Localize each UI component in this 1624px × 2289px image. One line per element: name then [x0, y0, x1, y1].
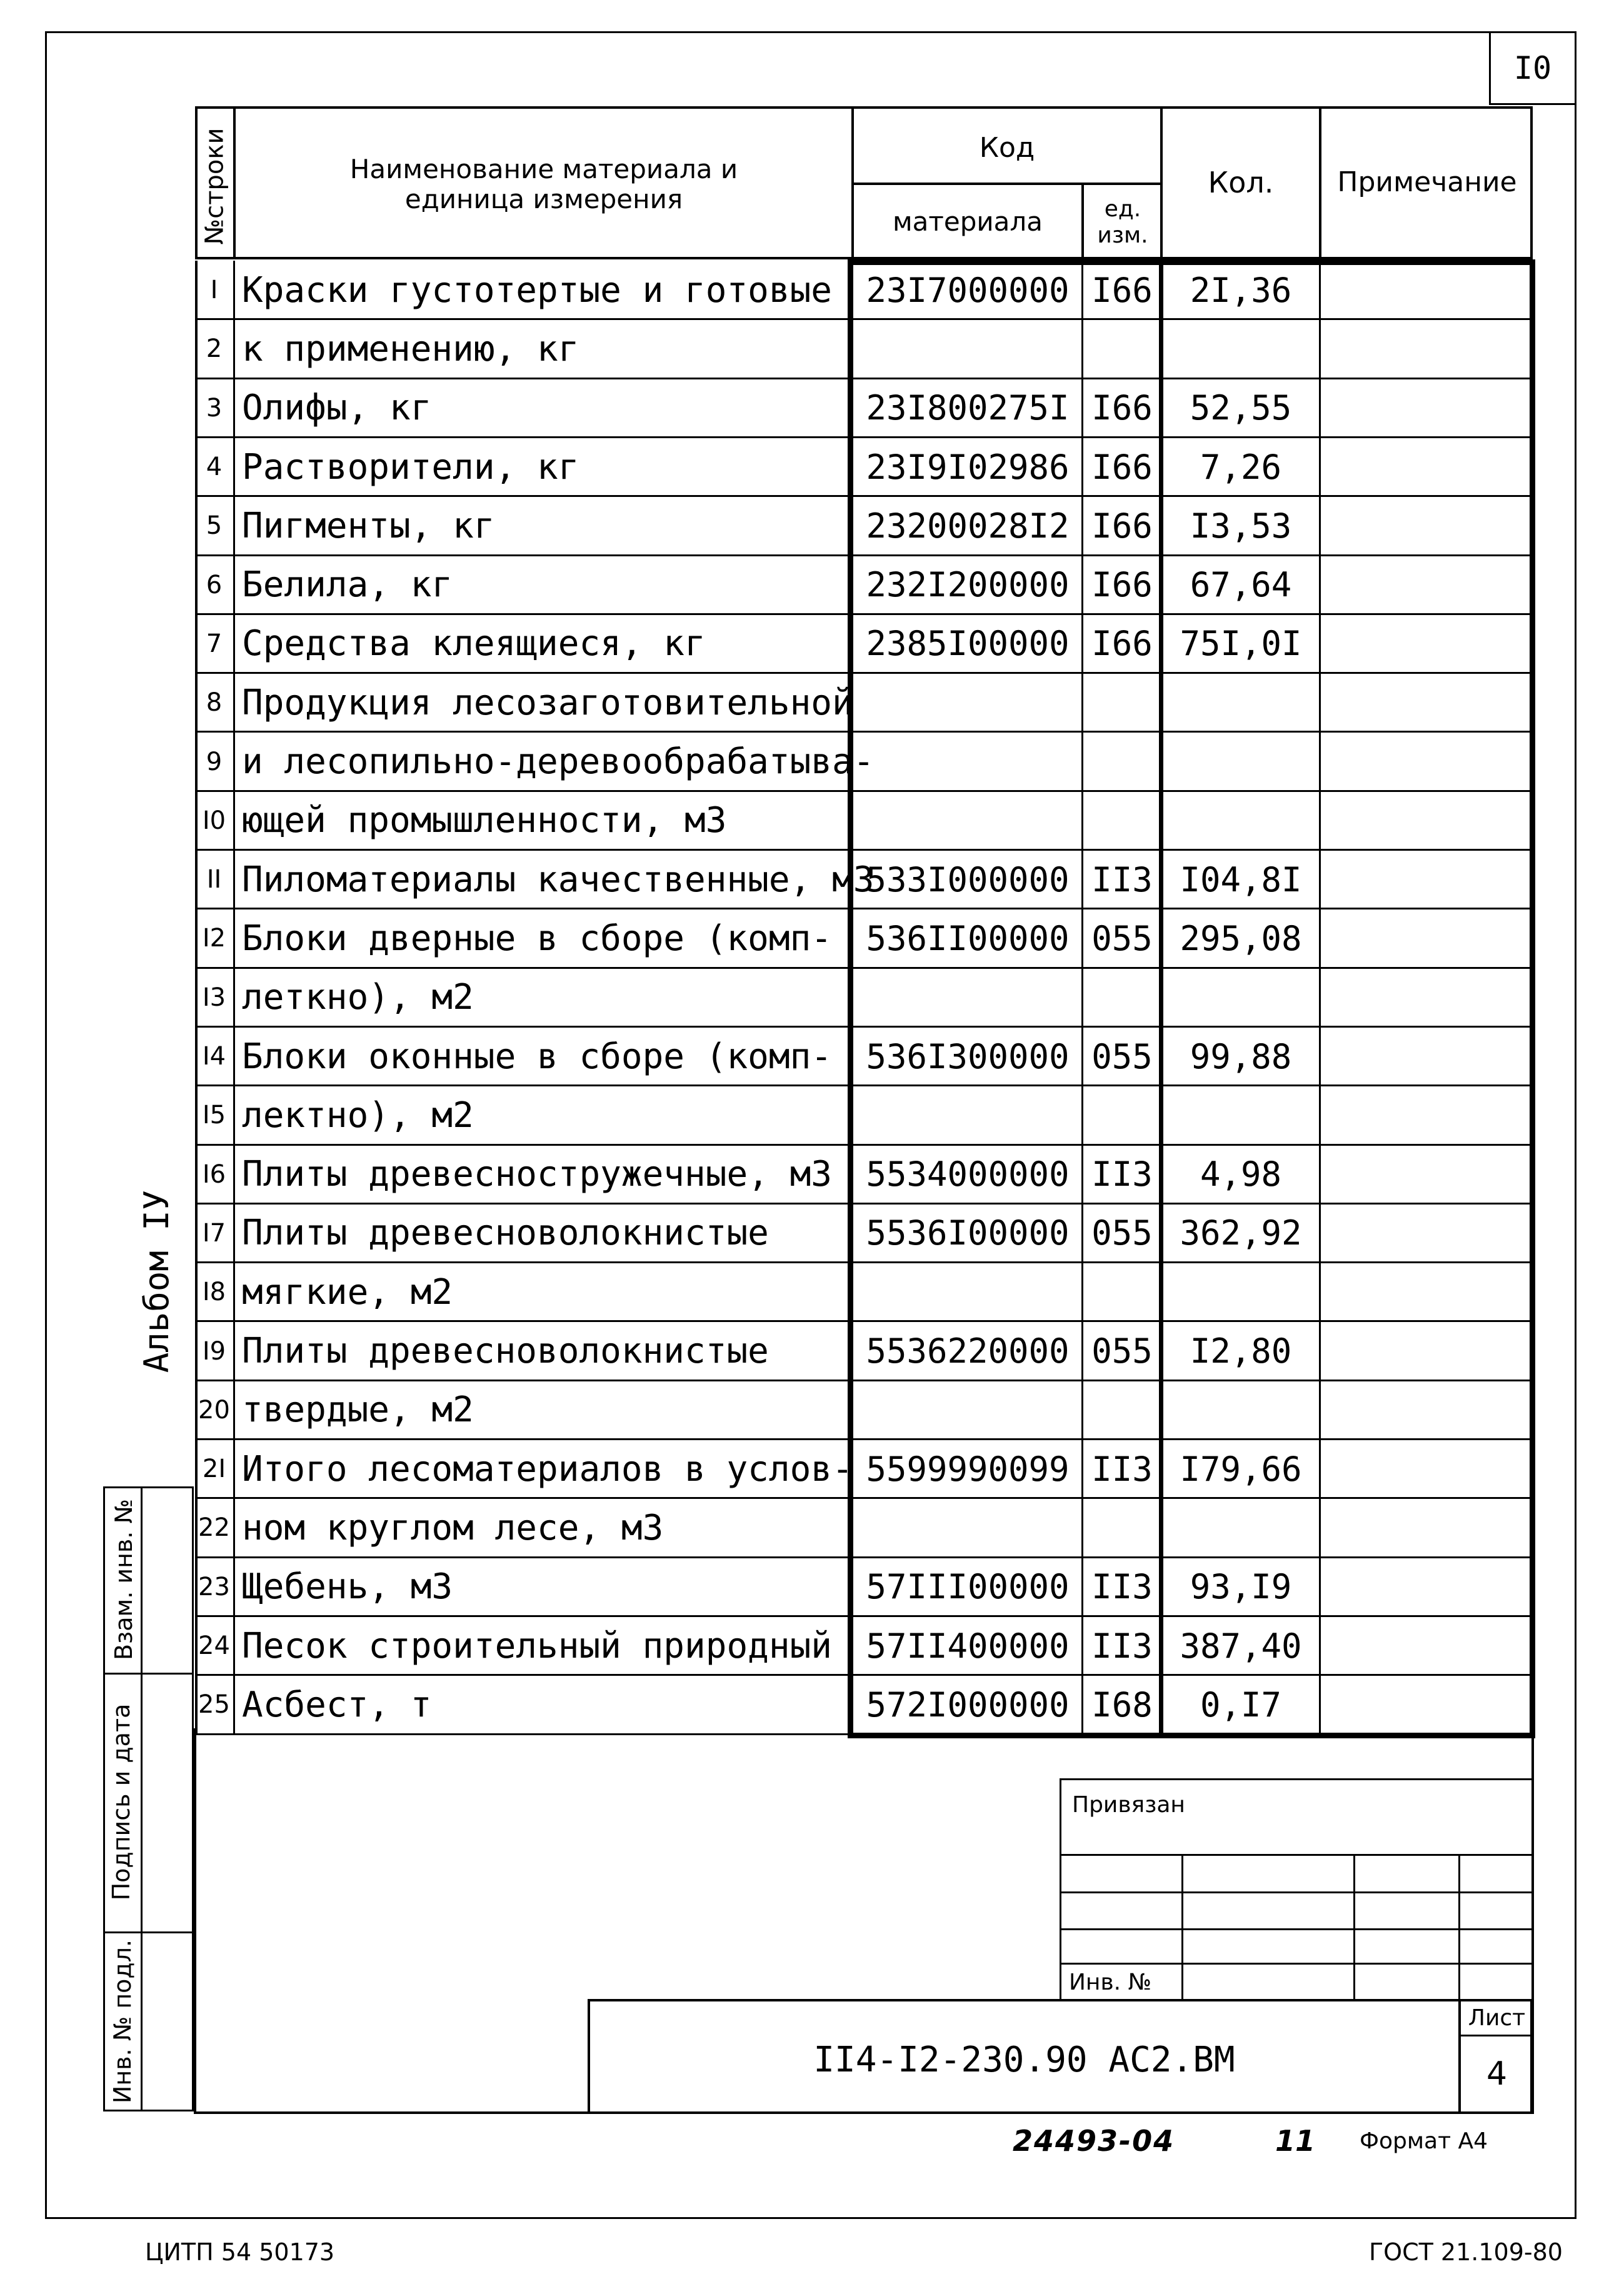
stamp-inv-podl: Инв. № подл.: [109, 1939, 136, 2104]
quantity: 387,40: [1180, 1626, 1302, 1666]
material-name: леткно), м2: [242, 977, 474, 1018]
material-name: Песок строительный природный: [242, 1625, 833, 1666]
quantity: I04,8I: [1180, 859, 1302, 899]
unit-code: II3: [1091, 1567, 1153, 1607]
list-number: 4: [1486, 2055, 1508, 2093]
row-number: I2: [202, 924, 226, 953]
material-name: ющей промышленности, м3: [242, 800, 727, 841]
material-name: Плиты древесностружечные, м3: [242, 1154, 833, 1195]
quantity: 2I,36: [1190, 270, 1292, 310]
unit-code: II3: [1091, 1449, 1153, 1489]
quantity: 0,I7: [1200, 1685, 1282, 1725]
quantity: 4,98: [1200, 1155, 1282, 1195]
header-row-number: №строки: [200, 128, 229, 245]
stamp-podpis-data: Подпись и дата: [108, 1703, 135, 1901]
material-code: 57III00000: [866, 1567, 1070, 1607]
header-note: Примечание: [1337, 166, 1517, 199]
unit-code: II3: [1091, 1626, 1153, 1666]
material-code: 533I000000: [866, 859, 1070, 899]
unit-code: 055: [1091, 1213, 1153, 1253]
row-number: 23: [198, 1572, 230, 1601]
material-name: твердые, м2: [242, 1390, 474, 1431]
row-number: 4: [206, 453, 223, 482]
material-name: Плиты древесноволокнистые: [242, 1331, 769, 1372]
material-name: Пигменты, кг: [242, 505, 495, 546]
privyazan-label: Привязан: [1072, 1792, 1185, 1818]
row-number: I: [210, 276, 218, 305]
quantity: 7,26: [1200, 447, 1282, 487]
row-number: 9: [206, 747, 223, 776]
unit-code: 055: [1091, 918, 1153, 958]
material-code: 23200028I2: [866, 506, 1070, 546]
header-code-unit: ед. изм.: [1097, 196, 1148, 248]
material-code: 572I000000: [866, 1685, 1070, 1725]
row-number: 22: [198, 1513, 230, 1543]
document-code: II4-I2-230.90 АС2.ВМ: [813, 2039, 1235, 2080]
row-number: 20: [198, 1395, 230, 1425]
material-name: к применению, кг: [242, 328, 579, 369]
material-name: Итого лесоматериалов в услов-: [242, 1448, 853, 1490]
material-name: Олифы, кг: [242, 388, 432, 429]
row-number: 7: [206, 629, 223, 658]
material-name: Блоки дверные в сборе (комп-: [242, 918, 833, 959]
quantity: 362,92: [1180, 1213, 1302, 1253]
list-label: Лист: [1468, 2005, 1526, 2031]
material-code: 5534000000: [866, 1155, 1070, 1195]
unit-code: I66: [1091, 506, 1153, 546]
material-name: Асбест, т: [242, 1684, 432, 1725]
material-code: 232I200000: [866, 565, 1070, 605]
row-number: 2I: [202, 1455, 226, 1484]
handwritten-page: 11: [1275, 2124, 1316, 2158]
row-number: I3: [202, 983, 226, 1012]
row-number: II: [206, 865, 222, 894]
header-code: Код: [979, 132, 1035, 164]
material-name: Растворители, кг: [242, 446, 579, 488]
format-label: Формат А4: [1360, 2128, 1488, 2154]
material-name: и лесопильно-деревообрабатыва-: [242, 741, 875, 783]
inv-no-label: Инв. №: [1069, 1970, 1152, 1995]
row-number: I0: [202, 806, 226, 835]
quantity: 295,08: [1180, 918, 1302, 958]
quantity: I3,53: [1190, 506, 1292, 546]
material-name: Плиты древесноволокнистые: [242, 1213, 769, 1254]
row-number: I7: [202, 1218, 226, 1248]
album-label: Альбом IУ: [136, 1190, 176, 1373]
quantity: 67,64: [1190, 565, 1292, 605]
material-code: 536I300000: [866, 1036, 1070, 1076]
material-code: 2385I00000: [866, 624, 1070, 664]
row-number: 5: [206, 511, 223, 541]
row-number: I8: [202, 1278, 226, 1307]
header-quantity: Кол.: [1208, 166, 1274, 200]
row-number: 3: [206, 393, 223, 423]
footer-left-code: ЦИТП 54 50173: [145, 2238, 335, 2266]
quantity: 52,55: [1190, 388, 1292, 428]
row-number: 8: [206, 688, 223, 718]
row-number: 25: [198, 1690, 230, 1720]
bold-frame: [848, 259, 1535, 1738]
material-name: Продукция лесозаготовительной: [242, 682, 853, 723]
footer-gost: ГОСТ 21.109-80: [1369, 2238, 1563, 2266]
material-code: 5599990099: [866, 1449, 1070, 1489]
material-code: 23I7000000: [866, 270, 1070, 310]
material-name: мягкие, м2: [242, 1271, 453, 1313]
material-code: 23I9I02986: [866, 447, 1070, 487]
unit-code: I68: [1091, 1685, 1153, 1725]
row-number: 24: [198, 1631, 230, 1661]
material-name: ном круглом лесе, м3: [242, 1507, 664, 1548]
unit-code: I66: [1091, 388, 1153, 428]
unit-code: I66: [1091, 624, 1153, 664]
material-code: 23I800275I: [866, 388, 1070, 428]
unit-code: I66: [1091, 565, 1153, 605]
material-code: 536II00000: [866, 918, 1070, 958]
material-code: 5536I00000: [866, 1213, 1070, 1253]
row-number: 2: [206, 334, 223, 364]
material-name: лектно), м2: [242, 1094, 474, 1136]
material-name: Краски густотертые и готовые: [242, 269, 833, 311]
header-code-material: материала: [892, 206, 1043, 238]
row-number: I6: [202, 1160, 226, 1189]
material-code: 5536220000: [866, 1331, 1070, 1371]
unit-code: II3: [1091, 859, 1153, 899]
quantity: I79,66: [1180, 1449, 1302, 1489]
material-name: Пиломатериалы качественные, м3: [242, 859, 875, 900]
quantity: 99,88: [1190, 1036, 1292, 1076]
material-code: 57II400000: [866, 1626, 1070, 1666]
material-name: Блоки оконные в сборе (комп-: [242, 1036, 833, 1077]
unit-code: I66: [1091, 447, 1153, 487]
row-number: I9: [202, 1336, 226, 1366]
unit-code: 055: [1091, 1331, 1153, 1371]
handwritten-number: 24493-04: [1013, 2124, 1175, 2158]
stamp-vzam-inv: Взам. инв. №: [110, 1499, 138, 1661]
quantity: I2,80: [1190, 1331, 1292, 1371]
unit-code: 055: [1091, 1036, 1153, 1076]
unit-code: I66: [1091, 270, 1153, 310]
row-number: I4: [202, 1042, 226, 1071]
sheet-corner-number: I0: [1513, 50, 1552, 86]
header-material-name: Наименование материала и единица измерения: [349, 153, 738, 214]
quantity: 93,I9: [1190, 1567, 1292, 1607]
unit-code: II3: [1091, 1155, 1153, 1195]
row-number: I5: [202, 1101, 226, 1130]
quantity: 75I,0I: [1180, 624, 1302, 664]
material-name: Щебень, м3: [242, 1566, 453, 1608]
material-name: Белила, кг: [242, 564, 453, 606]
material-name: Средства клеящиеся, кг: [242, 623, 706, 664]
row-number: 6: [206, 570, 223, 599]
